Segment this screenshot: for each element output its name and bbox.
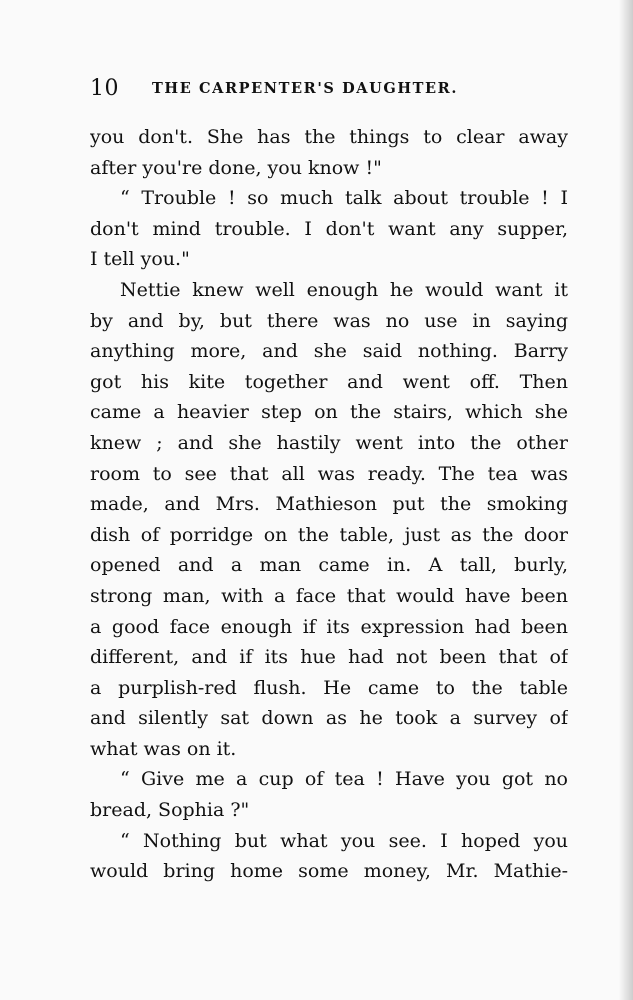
- text-line: what was on it.: [90, 737, 237, 760]
- text-line: knew ; and she hastily went into the other: [90, 431, 568, 454]
- text-line: don't mind trouble. I don't want any supper,: [90, 217, 568, 240]
- text-line: room to see that all was ready. The tea was: [90, 462, 568, 485]
- text-line: bread, Sophia ?": [90, 799, 250, 822]
- text-line: you don't. She has the things to clear away: [90, 126, 568, 148]
- text-line: got his kite together and went off. Then: [90, 370, 568, 393]
- running-head: THE CARPENTER'S DAUGHTER.: [152, 80, 458, 97]
- text-line: “ Nothing but what you see. I hoped you: [120, 829, 568, 852]
- text-line: different, and if its hue had not been that of: [90, 646, 568, 669]
- page-header: [90, 76, 510, 106]
- text-line: anything more, and she said nothing. Barry: [90, 340, 568, 363]
- text-line: came a heavier step on the stairs, which she: [90, 401, 568, 424]
- text-line: made, and Mrs. Mathieson put the smoking: [90, 493, 568, 516]
- page-edge-shadow: [619, 0, 633, 1000]
- text-line: Nettie knew well enough he would want it: [120, 278, 568, 301]
- text-line: I tell you.": [90, 248, 190, 271]
- text-line: after you're done, you know !": [90, 156, 382, 179]
- text-line: by and by, but there was no use in saying: [90, 309, 568, 332]
- text-line: strong man, with a face that would have been: [90, 584, 568, 607]
- text-line: would bring home some money, Mr. Mathie-: [90, 860, 568, 883]
- page-number: 10: [90, 76, 119, 101]
- body-text: [90, 122, 568, 887]
- text-line: dish of porridge on the table, just as the door: [90, 523, 568, 546]
- text-line: “ Give me a cup of tea ! Have you got no: [120, 768, 568, 791]
- text-line: opened and a man came in. A tall, burly,: [90, 554, 568, 577]
- text-line: “ Trouble ! so much talk about trouble ! I: [120, 187, 568, 210]
- text-line: and silently sat down as he took a survey of: [90, 707, 568, 730]
- text-line: a purplish-red flush. He came to the table: [90, 676, 568, 699]
- text-line: a good face enough if its expression had been: [90, 615, 568, 638]
